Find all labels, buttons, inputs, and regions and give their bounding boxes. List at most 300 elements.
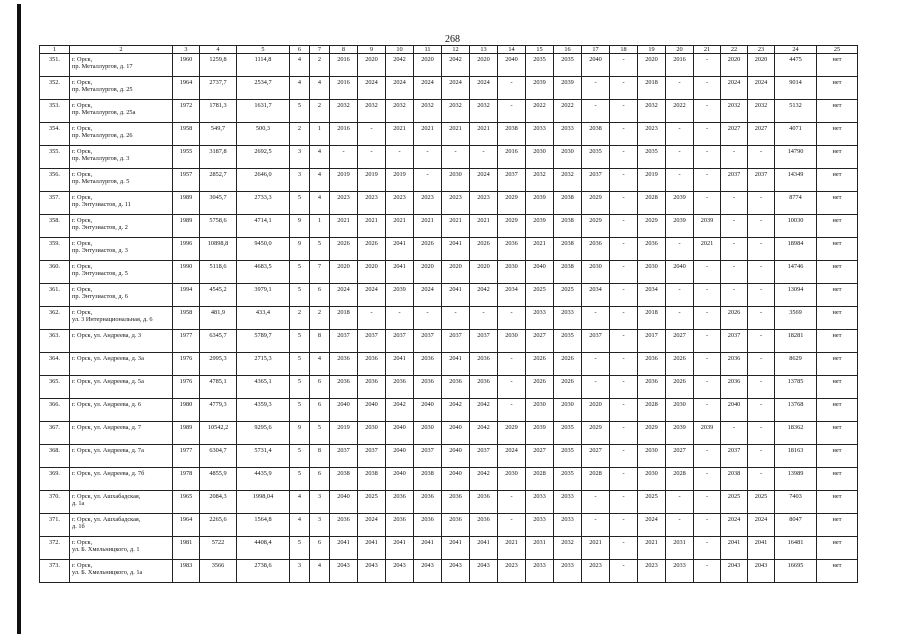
page-binding-edge [17, 4, 21, 634]
table-cell: 2027 [526, 330, 554, 353]
table-cell: 10030 [775, 215, 817, 238]
table-cell: 2021 [414, 123, 442, 146]
table-cell: 9 [290, 238, 310, 261]
table-cell: - [694, 514, 721, 537]
table-cell: - [582, 307, 610, 330]
table-cell: 433,4 [237, 307, 290, 330]
table-cell: - [748, 307, 775, 330]
table-cell: 1976 [173, 376, 200, 399]
table-cell: 2036 [330, 376, 358, 399]
table-cell: 2032 [330, 100, 358, 123]
table-cell: 1976 [173, 353, 200, 376]
table-cell: 2039 [666, 422, 694, 445]
table-cell: 357. [40, 192, 70, 215]
table-cell: - [330, 146, 358, 169]
table-cell: 2036 [414, 353, 442, 376]
table-row [40, 560, 858, 583]
table-cell: 2016 [666, 54, 694, 77]
table-cell: - [694, 146, 721, 169]
address-cell: г. Орск, ул. Андреева, д. 6 [70, 399, 173, 422]
table-cell: 13094 [775, 284, 817, 307]
table-cell: 2040 [414, 399, 442, 422]
table-cell: - [386, 146, 414, 169]
table-cell: 2036 [721, 376, 748, 399]
table-cell: 1983 [173, 560, 200, 583]
table-cell: - [610, 123, 638, 146]
table-cell: 2041 [330, 537, 358, 560]
table-cell: 2030 [358, 422, 386, 445]
table-cell: - [694, 77, 721, 100]
table-cell: 1958 [173, 307, 200, 330]
table-cell: 2646,0 [237, 169, 290, 192]
table-cell: - [610, 422, 638, 445]
table-cell: 2024 [330, 284, 358, 307]
table-cell: 359. [40, 238, 70, 261]
table-cell: - [694, 307, 721, 330]
table-cell: 4 [290, 491, 310, 514]
column-header: 5 [237, 46, 290, 54]
table-cell: 370. [40, 491, 70, 514]
table-cell: нет [817, 491, 858, 514]
table-cell: 2016 [330, 54, 358, 77]
table-cell: 2037 [358, 445, 386, 468]
table-cell: 2043 [386, 560, 414, 583]
table-cell: 2038 [554, 192, 582, 215]
table-cell: 18362 [775, 422, 817, 445]
table-cell: 2021 [330, 215, 358, 238]
table-cell: 8774 [775, 192, 817, 215]
table-cell: 3 [290, 560, 310, 583]
table-cell: 2037 [748, 169, 775, 192]
table-cell: 2032 [554, 537, 582, 560]
table-cell: 2023 [638, 123, 666, 146]
table-cell: 2038 [554, 215, 582, 238]
table-cell: 2037 [330, 445, 358, 468]
column-header: 6 [290, 46, 310, 54]
table-cell: 2024 [358, 284, 386, 307]
table-cell: - [694, 353, 721, 376]
table-cell: 2036 [414, 376, 442, 399]
table-cell: нет [817, 284, 858, 307]
table-cell: - [582, 77, 610, 100]
table-cell: 2023 [442, 192, 470, 215]
table-cell: 2039 [666, 215, 694, 238]
table-cell: 4475 [775, 54, 817, 77]
table-cell: 2035 [554, 330, 582, 353]
table-cell: - [610, 353, 638, 376]
table-cell: 1990 [173, 261, 200, 284]
table-cell: 2035 [554, 468, 582, 491]
table-cell: 2040 [526, 261, 554, 284]
table-cell: 3 [310, 491, 330, 514]
table-cell: 2037 [442, 330, 470, 353]
table-cell: 2025 [358, 491, 386, 514]
table-cell: 4 [310, 560, 330, 583]
table-cell: 2018 [638, 307, 666, 330]
table-cell: 366. [40, 399, 70, 422]
table-cell: - [694, 468, 721, 491]
table-cell: 2020 [638, 54, 666, 77]
table-cell: 2020 [358, 261, 386, 284]
table-cell: 2032 [386, 100, 414, 123]
table-cell: 3 [310, 514, 330, 537]
table-cell: нет [817, 238, 858, 261]
table-cell: 364. [40, 353, 70, 376]
table-cell: 2038 [358, 468, 386, 491]
table-cell: 2016 [498, 146, 526, 169]
address-cell: г. Орск, ул. Б. Хмельницкого, д. 1а [70, 560, 173, 583]
table-cell: 2029 [638, 422, 666, 445]
table-cell: - [694, 261, 721, 284]
table-cell: 2021 [526, 238, 554, 261]
table-cell: 2036 [498, 238, 526, 261]
table-cell: 2040 [721, 399, 748, 422]
address-cell: г. Орск, пр. Металлургов, д. 26 [70, 123, 173, 146]
table-cell: 2733,3 [237, 192, 290, 215]
table-cell: 362. [40, 307, 70, 330]
table-cell: - [748, 192, 775, 215]
table-cell: 2036 [386, 491, 414, 514]
table-cell: 2030 [442, 169, 470, 192]
table-cell: 5 [290, 468, 310, 491]
table-cell: 2041 [442, 238, 470, 261]
table-cell: 368. [40, 445, 70, 468]
address-cell: г. Орск, ул. Андреева, д. 3а [70, 353, 173, 376]
table-cell: 2039 [694, 422, 721, 445]
table-cell: 4435,9 [237, 468, 290, 491]
table-cell: 2036 [386, 376, 414, 399]
table-cell: 2034 [498, 284, 526, 307]
table-cell: 2033 [526, 491, 554, 514]
table-cell: 354. [40, 123, 70, 146]
table-cell: 1980 [173, 399, 200, 422]
table-cell: 2021 [498, 537, 526, 560]
table-row [40, 123, 858, 146]
table-cell: нет [817, 261, 858, 284]
column-header: 7 [310, 46, 330, 54]
table-cell: - [386, 307, 414, 330]
table-cell: 2032 [442, 100, 470, 123]
table-cell: 1981 [173, 537, 200, 560]
table-cell: нет [817, 123, 858, 146]
table-cell: 2037 [386, 330, 414, 353]
table-cell: 367. [40, 422, 70, 445]
table-cell: 2035 [554, 54, 582, 77]
table-cell: 2036 [470, 514, 498, 537]
address-cell: г. Орск, пр. Металлургов, д. 17 [70, 54, 173, 77]
table-cell: 352. [40, 77, 70, 100]
table-cell: 2039 [386, 284, 414, 307]
table-cell: 3569 [775, 307, 817, 330]
table-cell: 2026 [554, 353, 582, 376]
table-cell: 2035 [582, 146, 610, 169]
table-cell: 2033 [554, 560, 582, 583]
address-cell: г. Орск, ул. Андреева, д. 7а [70, 445, 173, 468]
table-cell: 2738,6 [237, 560, 290, 583]
table-cell: 3566 [200, 560, 237, 583]
table-cell: 2037 [582, 330, 610, 353]
table-cell: 2036 [638, 353, 666, 376]
table-row [40, 77, 858, 100]
table-cell: 2 [290, 123, 310, 146]
table-cell: 2022 [526, 100, 554, 123]
table-cell: 2043 [442, 560, 470, 583]
column-header: 20 [666, 46, 694, 54]
table-cell: 2038 [554, 261, 582, 284]
table-cell: 2021 [582, 537, 610, 560]
table-cell: 2026 [358, 238, 386, 261]
table-cell: - [748, 261, 775, 284]
table-cell: 1631,7 [237, 100, 290, 123]
table-cell: 5758,6 [200, 215, 237, 238]
table-cell: - [610, 560, 638, 583]
table-cell: 2043 [414, 560, 442, 583]
table-cell: 2033 [554, 123, 582, 146]
table-cell: 2036 [582, 238, 610, 261]
table-cell: - [498, 77, 526, 100]
table-cell: - [694, 537, 721, 560]
table-cell: 2033 [526, 123, 554, 146]
table-cell: 4359,3 [237, 399, 290, 422]
table-cell: 2034 [638, 284, 666, 307]
table-cell: 2021 [414, 215, 442, 238]
table-cell: нет [817, 215, 858, 238]
table-row [40, 445, 858, 468]
column-header: 2 [70, 46, 173, 54]
table-row [40, 146, 858, 169]
table-cell: 18281 [775, 330, 817, 353]
table-cell: нет [817, 468, 858, 491]
table-cell: 2041 [442, 353, 470, 376]
table-cell: 2026 [666, 376, 694, 399]
table-cell: 2023 [330, 192, 358, 215]
table-cell: 1989 [173, 422, 200, 445]
table-cell: 2018 [638, 77, 666, 100]
table-cell: 10898,8 [200, 238, 237, 261]
table-cell: 2041 [748, 537, 775, 560]
table-cell: 2028 [638, 399, 666, 422]
table-cell: - [694, 399, 721, 422]
table-cell: 1 [310, 123, 330, 146]
table-cell: 2039 [526, 215, 554, 238]
table-cell: 1965 [173, 491, 200, 514]
table-cell: 2027 [582, 445, 610, 468]
table-cell: 2030 [638, 445, 666, 468]
table-cell: - [582, 514, 610, 537]
table-row [40, 54, 858, 77]
table-cell: 4 [290, 514, 310, 537]
address-cell: г. Орск, пр. Энтузиастов, д. 5 [70, 261, 173, 284]
table-cell: 2036 [470, 491, 498, 514]
table-cell: 2023 [386, 192, 414, 215]
table-cell: - [610, 399, 638, 422]
column-header: 4 [200, 46, 237, 54]
table-cell: - [694, 169, 721, 192]
address-cell: г. Орск, пр. Энтузиастов, д. 2 [70, 215, 173, 238]
table-cell: - [748, 376, 775, 399]
address-cell: г. Орск, ул. Ашхабадская, д. 1б [70, 514, 173, 537]
table-cell: - [470, 307, 498, 330]
table-cell: 2024 [470, 169, 498, 192]
table-cell: 6 [310, 376, 330, 399]
table-cell: нет [817, 146, 858, 169]
table-cell: - [748, 353, 775, 376]
table-cell: 2041 [386, 261, 414, 284]
table-cell: 2036 [638, 238, 666, 261]
table-cell: 4683,5 [237, 261, 290, 284]
address-cell: г. Орск, ул. Андреева, д. 7б [70, 468, 173, 491]
table-cell: - [582, 376, 610, 399]
table-cell: 2023 [358, 192, 386, 215]
table-cell: 9450,0 [237, 238, 290, 261]
column-header: 14 [498, 46, 526, 54]
table-cell: - [610, 445, 638, 468]
table-cell: - [694, 560, 721, 583]
table-cell: 365. [40, 376, 70, 399]
table-cell: - [610, 514, 638, 537]
table-cell: 2042 [470, 399, 498, 422]
table-cell: 2995,3 [200, 353, 237, 376]
table-cell: 14790 [775, 146, 817, 169]
column-header: 23 [748, 46, 775, 54]
table-cell: - [721, 192, 748, 215]
table-cell: 2035 [638, 146, 666, 169]
table-cell: 2033 [526, 514, 554, 537]
table-cell: 2032 [470, 100, 498, 123]
table-cell: 9014 [775, 77, 817, 100]
table-cell: 2024 [748, 514, 775, 537]
table-cell: 9 [290, 215, 310, 238]
table-cell: 2038 [721, 468, 748, 491]
table-cell: 2030 [666, 399, 694, 422]
table-cell: 2040 [358, 399, 386, 422]
table-cell: 10542,2 [200, 422, 237, 445]
column-header: 24 [775, 46, 817, 54]
table-cell: 549,7 [200, 123, 237, 146]
table-cell: - [610, 100, 638, 123]
table-cell: 2036 [470, 353, 498, 376]
table-cell: 14349 [775, 169, 817, 192]
table-cell: 2043 [748, 560, 775, 583]
table-cell: - [694, 100, 721, 123]
table-cell: 2039 [694, 215, 721, 238]
table-cell: - [694, 284, 721, 307]
table-cell: нет [817, 307, 858, 330]
table-cell: 2037 [498, 169, 526, 192]
table-cell: 2023 [638, 560, 666, 583]
column-header: 19 [638, 46, 666, 54]
table-cell: 2043 [330, 560, 358, 583]
table-cell: - [442, 146, 470, 169]
table-cell: нет [817, 169, 858, 192]
table-cell: - [470, 146, 498, 169]
table-cell: 2039 [526, 192, 554, 215]
table-cell: 8047 [775, 514, 817, 537]
table-cell: 2030 [414, 422, 442, 445]
table-row [40, 514, 858, 537]
table-cell: 2020 [582, 399, 610, 422]
table-cell: - [721, 261, 748, 284]
table-cell: 369. [40, 468, 70, 491]
table-cell: 2026 [721, 307, 748, 330]
table-cell: - [498, 399, 526, 422]
table-cell: 353. [40, 100, 70, 123]
table-cell: 2030 [582, 261, 610, 284]
table-cell: 2028 [638, 192, 666, 215]
table-cell: 14746 [775, 261, 817, 284]
table-cell: 4 [310, 192, 330, 215]
table-cell: 5 [290, 445, 310, 468]
table-cell: 2040 [386, 422, 414, 445]
table-cell: 2030 [638, 261, 666, 284]
table-cell: 2030 [638, 468, 666, 491]
table-cell: 2030 [526, 146, 554, 169]
table-cell: 8 [310, 330, 330, 353]
table-cell: 2036 [414, 491, 442, 514]
table-cell: 2026 [414, 238, 442, 261]
table-cell: 2029 [582, 192, 610, 215]
table-cell: 4714,1 [237, 215, 290, 238]
address-cell: г. Орск, пр. Металлургов, д. 25 [70, 77, 173, 100]
table-cell: 2021 [358, 215, 386, 238]
table-cell: 2035 [554, 422, 582, 445]
table-cell: - [358, 307, 386, 330]
table-cell: 1978 [173, 468, 200, 491]
table-cell: - [666, 307, 694, 330]
table-cell: 2023 [414, 192, 442, 215]
table-cell: 2029 [498, 422, 526, 445]
table-cell: 2040 [386, 445, 414, 468]
table-cell: - [721, 215, 748, 238]
column-header: 21 [694, 46, 721, 54]
table-cell: 2036 [442, 491, 470, 514]
table-cell: 2019 [330, 169, 358, 192]
table-cell: 2029 [498, 215, 526, 238]
table-cell: 2037 [330, 330, 358, 353]
table-cell: 2 [290, 307, 310, 330]
column-header: 9 [358, 46, 386, 54]
column-header: 12 [442, 46, 470, 54]
table-cell: 2737,7 [200, 77, 237, 100]
table-cell: 371. [40, 514, 70, 537]
table-row [40, 399, 858, 422]
table-cell: 1972 [173, 100, 200, 123]
table-cell: нет [817, 422, 858, 445]
table-cell: - [666, 491, 694, 514]
table-cell: - [666, 238, 694, 261]
table-cell: 1989 [173, 192, 200, 215]
table-cell: 5 [310, 238, 330, 261]
table-cell: 2024 [721, 77, 748, 100]
table-cell: нет [817, 353, 858, 376]
table-cell: 2028 [526, 468, 554, 491]
table-cell: - [666, 146, 694, 169]
table-cell: 1994 [173, 284, 200, 307]
table-row [40, 192, 858, 215]
table-cell: 2025 [721, 491, 748, 514]
table-cell: 2030 [498, 261, 526, 284]
table-cell: 2020 [748, 54, 775, 77]
table-cell: 2033 [526, 307, 554, 330]
table-cell: 2024 [748, 77, 775, 100]
table-cell: 2033 [554, 491, 582, 514]
table-cell: 2038 [554, 238, 582, 261]
table-row [40, 307, 858, 330]
table-cell: 2031 [666, 537, 694, 560]
table-cell: нет [817, 192, 858, 215]
table-cell: - [610, 376, 638, 399]
table-cell: 2024 [498, 445, 526, 468]
